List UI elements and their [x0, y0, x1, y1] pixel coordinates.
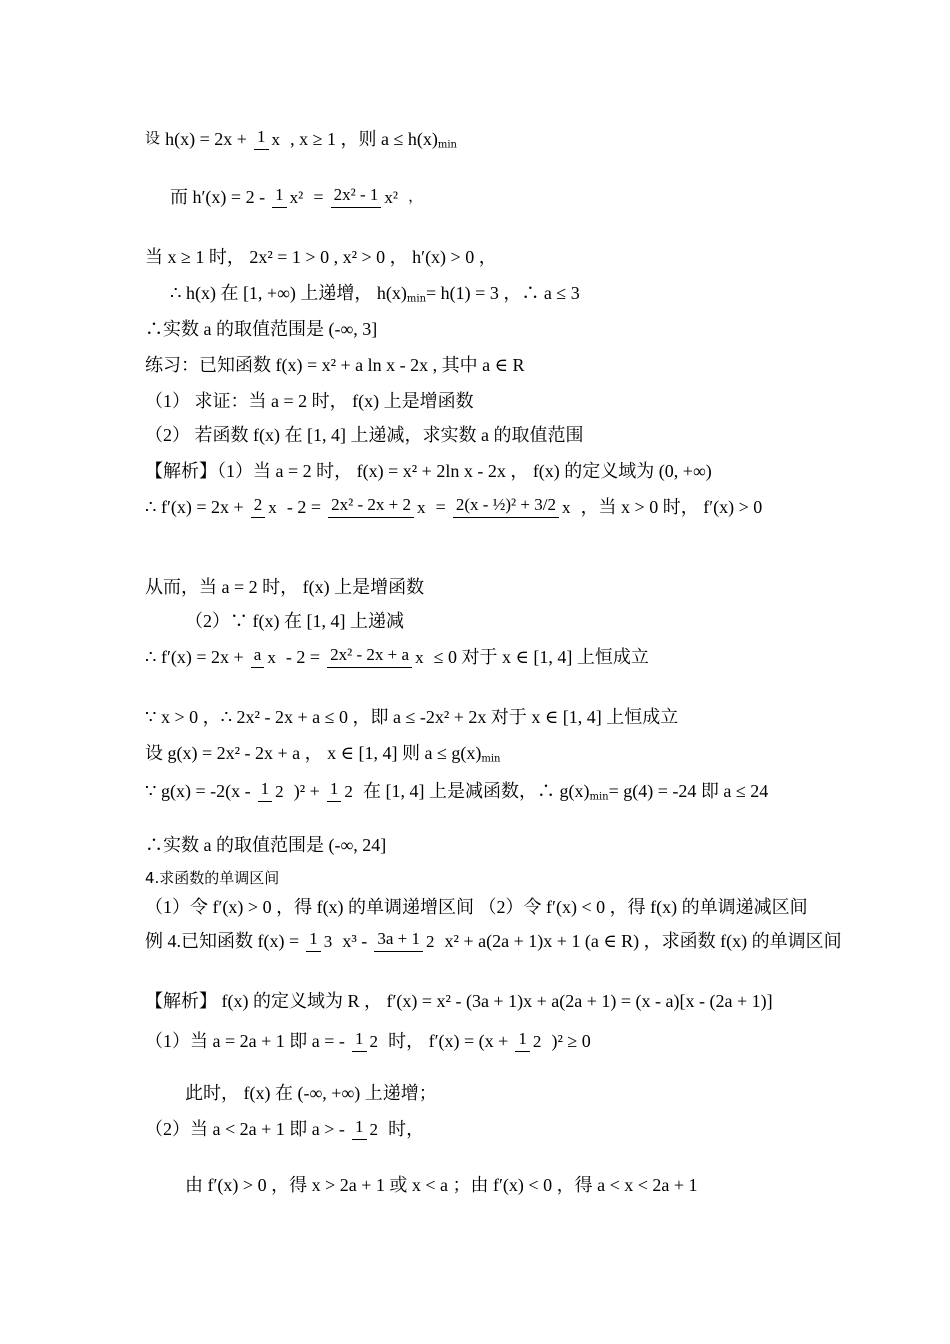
- fraction: [374, 930, 437, 952]
- line-9: [145, 462, 712, 480]
- fraction: [331, 186, 401, 208]
- denominator: 2: [532, 1031, 542, 1051]
- numerator: 1: [272, 186, 287, 208]
- formula: （2）当 a < 2a + 1 即 a > -: [145, 1118, 345, 1139]
- numerator: 1: [327, 780, 342, 802]
- line-6: [145, 356, 525, 374]
- formula: 设 g(x) = 2x² - 2x + a ， x ∈ [1, 4] 则 a ≤ g(x): [145, 743, 482, 763]
- fraction: [251, 496, 280, 518]
- numerator: 2x² - 2x + 2: [328, 496, 414, 518]
- fraction: [251, 646, 279, 668]
- fraction: [352, 1030, 381, 1052]
- line-3: [145, 248, 497, 266]
- fraction: [306, 930, 335, 952]
- denominator: x: [416, 497, 426, 517]
- numerator: 1: [352, 1030, 367, 1052]
- numerator: 1: [258, 780, 273, 802]
- denominator: x: [415, 647, 424, 667]
- denominator: 2: [369, 1031, 379, 1051]
- fraction: [328, 496, 428, 518]
- numerator: a: [251, 646, 265, 668]
- formula: ∴ f′(x) = 2x +: [145, 646, 244, 667]
- line-19: [145, 898, 808, 916]
- formula: （2）∵ f(x) 在 [1, 4] 上递减: [185, 611, 404, 631]
- numerator: 3a + 1: [374, 930, 423, 952]
- fraction: [272, 186, 306, 208]
- line-11: [145, 578, 424, 596]
- numerator: 2x² - 2x + a: [327, 646, 412, 668]
- subscript: min: [406, 293, 427, 305]
- formula: , x ≥ 1 ，则 a ≤ h(x): [290, 128, 438, 149]
- numerator: 2(x - ½)² + 3/2: [453, 496, 559, 518]
- formula: 时， f′(x) = (x +: [388, 1030, 509, 1051]
- formula: = h(1) = 3 ，∴ a ≤ 3: [426, 283, 580, 303]
- line-7: [145, 392, 474, 410]
- formula: )² +: [293, 780, 320, 801]
- denominator: 2: [369, 1119, 379, 1139]
- denominator: x: [561, 497, 571, 517]
- denominator: 2: [425, 931, 435, 951]
- formula: 由 f′(x) > 0 ，得 x > 2a + 1 或 x < a ；由 f′(x) < 0 ，得 a < x < 2a + 1: [185, 1175, 698, 1195]
- formula: h(x) = 2x +: [165, 128, 247, 149]
- formula: )² ≥ 0: [551, 1030, 591, 1051]
- line-20: [145, 930, 842, 952]
- formula: 当 x ≥ 1 时， 2x² = 1 > 0 , x² > 0 ， h′(x) > 0 ，: [145, 247, 497, 267]
- formula: ∴ h(x) 在 [1, +∞) 上递增， h(x): [170, 283, 407, 303]
- formula: （1）当 a = 2a + 1 即 a = -: [145, 1030, 345, 1051]
- numerator: 2x² - 1: [331, 186, 382, 208]
- numerator: 1: [515, 1030, 530, 1052]
- denominator: x: [271, 129, 280, 149]
- formula: 【解析】（1）当 a = 2 时， f(x) = x² + 2ln x - 2x ， f(x) 的定义域为 (0, +∞): [145, 461, 712, 481]
- text: 设: [145, 129, 161, 148]
- formula: ∴实数 a 的取值范围是 (-∞, 3]: [145, 319, 378, 339]
- formula: x³ -: [342, 930, 368, 951]
- numerator: 1: [352, 1118, 367, 1140]
- fraction: [254, 128, 283, 150]
- formula: 而 h′(x) = 2 -: [170, 186, 266, 207]
- line-13: [145, 646, 649, 668]
- numerator: 1: [254, 128, 269, 150]
- line-12: [185, 612, 404, 630]
- fraction: [258, 780, 287, 802]
- line-10: [145, 496, 762, 518]
- denominator: 2: [344, 781, 353, 801]
- line-17: [145, 836, 386, 854]
- fraction: [515, 1030, 544, 1052]
- fraction: [352, 1118, 381, 1140]
- denominator: 3: [323, 931, 333, 951]
- formula: 此时， f(x) 在 (-∞, +∞) 上递增；: [185, 1083, 437, 1103]
- formula: ∵ x > 0 ，∴ 2x² - 2x + a ≤ 0 ，即 a ≤ -2x² + 2x 对于 x ∈ [1, 4] 上恒成立: [145, 707, 679, 727]
- subscript: min: [481, 753, 501, 765]
- line-8: [145, 426, 583, 444]
- line-4: [170, 284, 580, 305]
- line-14: [145, 708, 678, 726]
- formula: ≤ 0 对于 x ∈ [1, 4] 上恒成立: [433, 646, 649, 667]
- line-24: [145, 1118, 424, 1140]
- formula: 时，: [388, 1118, 425, 1139]
- line-2: [170, 186, 423, 208]
- formula: （2） 若函数 f(x) 在 [1, 4] 上递减，求实数 a 的取值范围: [145, 425, 584, 445]
- subscript: min: [589, 791, 609, 803]
- line-18: [145, 870, 279, 886]
- line-21: [145, 992, 773, 1010]
- denominator: 2: [275, 781, 284, 801]
- line-5: [145, 320, 377, 338]
- section-heading: 4.求函数的单调区间: [145, 869, 280, 887]
- formula: 在 [1, 4] 上是减函数，∴ g(x): [363, 780, 590, 801]
- formula: = g(4) = -24 即 a ≤ 24: [608, 780, 769, 801]
- fraction: [327, 780, 356, 802]
- denominator: x²: [289, 187, 304, 207]
- line-25: [185, 1176, 698, 1194]
- formula: 例 4.已知函数 f(x) =: [145, 930, 300, 951]
- formula: 【解析】 f(x) 的定义域为 R ， f′(x) = x² - (3a + 1)x + a(2a + 1) = (x - a)[x - (2a + 1)]: [145, 991, 773, 1011]
- line-16: [145, 780, 768, 803]
- formula: （1）令 f′(x) > 0 ，得 f(x) 的单调递增区间 （2）令 f′(x) < 0 ，得 f(x) 的单调递减区间: [145, 897, 808, 917]
- denominator: x: [267, 647, 276, 667]
- formula: =: [313, 186, 324, 207]
- numerator: 1: [306, 930, 321, 952]
- fraction: [453, 496, 574, 518]
- formula: 练习：已知函数 f(x) = x² + a ln x - 2x , 其中 a ∈ R: [145, 355, 525, 375]
- fraction: [327, 646, 426, 668]
- formula: ∴实数 a 的取值范围是 (-∞, 24]: [145, 835, 387, 855]
- formula: x² + a(2a + 1)x + 1 (a ∈ R) ，求函数 f(x) 的单调区间: [444, 930, 842, 951]
- line-15: [145, 744, 500, 765]
- formula: ∵ g(x) = -2(x -: [145, 780, 251, 801]
- numerator: 2: [251, 496, 266, 518]
- line-23: [185, 1084, 437, 1102]
- text: ，: [408, 187, 424, 206]
- denominator: x²: [384, 187, 398, 207]
- formula: （1） 求证：当 a = 2 时， f(x) 上是增函数: [145, 391, 474, 411]
- denominator: x: [268, 497, 277, 517]
- formula: ，当 x > 0 时， f′(x) > 0: [580, 496, 763, 517]
- formula: ∴ f′(x) = 2x +: [145, 496, 244, 517]
- formula: =: [435, 496, 446, 517]
- subscript: min: [437, 139, 457, 151]
- formula: - 2 =: [286, 496, 322, 517]
- formula: 从而，当 a = 2 时， f(x) 上是增函数: [145, 577, 425, 597]
- line-1: [145, 128, 457, 151]
- line-22: [145, 1030, 591, 1052]
- formula: - 2 =: [285, 646, 321, 667]
